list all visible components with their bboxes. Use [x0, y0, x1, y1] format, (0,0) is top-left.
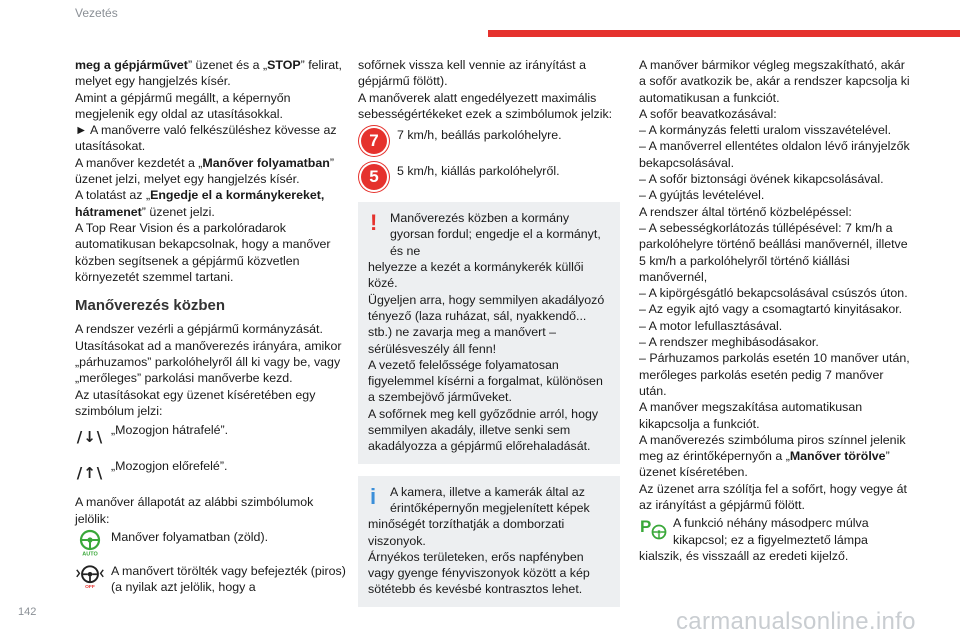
symbol-description: Manőver folyamatban (zöld). [111, 529, 269, 544]
section-title: Vezetés [75, 6, 118, 20]
paragraph: ► A manőverre való felkészüléshez kövesse az utasításokat. [75, 123, 337, 154]
paragraph: helyezze a kezét a kormánykerék küllői közé. [368, 260, 584, 291]
text: A manőverezés szimbóluma piros színnel jelenik meg az érintőképernyőn a „ [639, 432, 906, 464]
text: ” felirat, melyet egy hangjelzés kísér. [75, 58, 342, 89]
steering-wheel-off-icon [75, 563, 105, 589]
paragraph [75, 155, 347, 188]
paragraph: minőségét torzíthatják a domborzati viszonyok. [368, 517, 565, 548]
paragraph: A Top Rear Vision és a parkolóradarok automatikusan bekapcsolnak, hogy a manőver közben segítsenek a gépjármű közvetlen környezetét szemmel tartani. [75, 220, 331, 284]
speed-description: 5 km/h, kiállás parkolóhelyről. [397, 164, 560, 179]
list-item: – A motor lefullasztásával. [639, 318, 783, 333]
paragraph: A vezető felelőssége folyamatosan figyelemmel kísérni a forgalmat, különösen a szembejövő járműveket. [368, 357, 603, 405]
header-accent-bar [488, 30, 960, 37]
watermark: carmanualsonline.info [676, 608, 916, 635]
reverse-arrows-icon: /↓\ [76, 428, 104, 447]
text: A manőver kezdetét a „ [75, 155, 203, 170]
paragraph: Az utasításokat egy üzenet kíséretében egy szimbólum jelzi: [75, 387, 316, 418]
text: ” üzenet jelzi, melyet egy hangjelzés kísér. [75, 155, 334, 187]
symbol-row [639, 515, 911, 548]
text: A tolatást az „ [75, 188, 151, 203]
paragraph [75, 57, 347, 90]
warning-box [358, 202, 620, 463]
paragraph: A manőverek alatt engedélyezett maximális sebességértékeket ezek a szimbólumok jelzik: [358, 90, 613, 121]
speed-description: 7 km/h, beállás parkolóhelyre. [397, 128, 562, 143]
bold-text: STOP [267, 58, 301, 72]
list-item: – Párhuzamos parkolás esetén 10 manőver után, merőleges parkolás esetén pedig 7 manőver után. [639, 351, 910, 398]
symbol-description: „Mozogjon hátrafelé”. [111, 423, 229, 438]
text: ” üzenet és a „ [187, 58, 268, 72]
info-icon: i [370, 483, 377, 509]
paragraph: A funkció néhány másodperc múlva kikapcsol; ez a figyelmeztető lámpa [673, 516, 869, 547]
paragraph: Manőverezés közben a kormány gyorsan fordul; engedje el a kormányt, és ne [390, 211, 601, 258]
paragraph [639, 432, 911, 481]
speed-7-icon: 7 [361, 128, 387, 154]
column-1 [75, 57, 347, 600]
paragraph: A kamera, illetve a kamerák által az érintőképernyőn megjelenített képek [390, 484, 590, 515]
column-2 [358, 57, 620, 607]
paragraph: Ügyeljen arra, hogy semmilyen akadályozó tényező (laza ruházat, sál, nyakkendő... stb.) ne zavarja meg a manővert – sérülésveszély áll fenn! [368, 292, 605, 356]
warning-icon: ! [370, 210, 378, 236]
paragraph: Amint a gépjármű megállt, a képernyőn megjelenik egy oldal az utasításokkal. [75, 90, 291, 121]
paragraph: A manőver megszakítása automatikusan kikapcsolja a funkciót. [639, 400, 863, 431]
bold-text: Engedje el a kormánykereket, hátramenet [75, 188, 325, 219]
paragraph: A rendszer által történő közbelépéssel: [639, 204, 852, 219]
list-item: – Az egyik ajtó vagy a csomagtartó kinyitásakor. [639, 302, 903, 317]
list-item: – A gyújtás levételével. [639, 188, 765, 203]
info-box [358, 476, 620, 607]
list-item: – A kormányzás feletti uralom visszavételével. [639, 123, 892, 138]
off-label: OFF [85, 584, 95, 590]
speed-row [361, 164, 620, 190]
svg-text:P: P [640, 517, 652, 537]
paragraph: A sofőr beavatkozásával: [639, 106, 777, 121]
section-heading: Manőverezés közben [75, 297, 226, 315]
forward-arrows-icon: /↑\ [76, 464, 104, 483]
column-3 [639, 57, 911, 564]
list-item: – A sofőr biztonsági övének kikapcsolásával. [639, 172, 884, 187]
symbol-description: „Mozogjon előrefelé”. [111, 459, 228, 474]
paragraph: kialszik, és visszaáll az eredeti kijelző. [639, 548, 849, 563]
symbol-description: A manővert törölték vagy befejezték (piros) (a nyilak azt jelölik, hogy a [111, 563, 346, 595]
page-number: 142 [18, 606, 37, 618]
list-item: – A manőverrel ellentétes oldalon lévő irányjelzők bekapcsolásával. [639, 139, 910, 170]
paragraph: sofőrnek vissza kell vennie az irányítást a gépjármű fölött). [358, 58, 586, 89]
paragraph: Utasításokat ad a manőverezés irányára, amikor „párhuzamos” parkolóhelyről áll ki vagy be, vagy „merőleges” parkolási manőverbe kezd. [75, 338, 342, 386]
symbol-row [75, 424, 347, 450]
symbol-row [75, 529, 347, 555]
steering-wheel-auto-icon [75, 529, 105, 555]
paragraph: Árnyékos területeken, erős napfényben vagy gyenge fényviszonyok között a kép sötétebb és kevésbé kontrasztos lehet. [368, 549, 590, 597]
speed-5-icon: 5 [361, 164, 387, 190]
bold-text: Manőver folyamatban [202, 155, 330, 170]
text: ” üzenet jelzi. [141, 204, 215, 219]
text: ” üzenet kíséretében. [639, 449, 890, 480]
symbol-row [75, 563, 347, 596]
bold-text: meg a gépjárművet [75, 58, 188, 72]
bold-text: Manőver törölve [789, 449, 886, 464]
paragraph: A manőver állapotát az alábbi szimbólumok jelölik: [75, 495, 314, 526]
list-item: – A sebességkorlátozás túllépésével: 7 km/h a parkolóhelyre történő beállási manővernél, illetve 5 km/h a parkolóhelyről történő kiállási manővernél, [639, 220, 908, 284]
paragraph: A sofőrnek meg kell győződnie arról, hogy semmilyen akadály, illetve senki sem akadályozza a gépjármű előrehaladását. [368, 406, 599, 454]
speed-row [361, 128, 620, 154]
paragraph: Az üzenet arra szólítja fel a sofőrt, hogy vegye át az irányítást a gépjármű fölött. [639, 481, 907, 513]
park-assist-warning-icon [639, 515, 667, 543]
list-item: – A rendszer meghibásodásakor. [639, 335, 819, 350]
symbol-row [75, 460, 347, 486]
auto-label: AUTO [82, 551, 98, 556]
paragraph: A rendszer vezérli a gépjármű kormányzását. [75, 322, 323, 337]
list-item: – A kipörgésgátló bekapcsolásával csúszós úton. [639, 286, 908, 301]
paragraph [75, 187, 347, 220]
paragraph: A manőver bármikor végleg megszakítható, akár a sofőr avatkozik be, akár a rendszer kapcsolja ki automatikusan a funkciót. [639, 58, 910, 105]
